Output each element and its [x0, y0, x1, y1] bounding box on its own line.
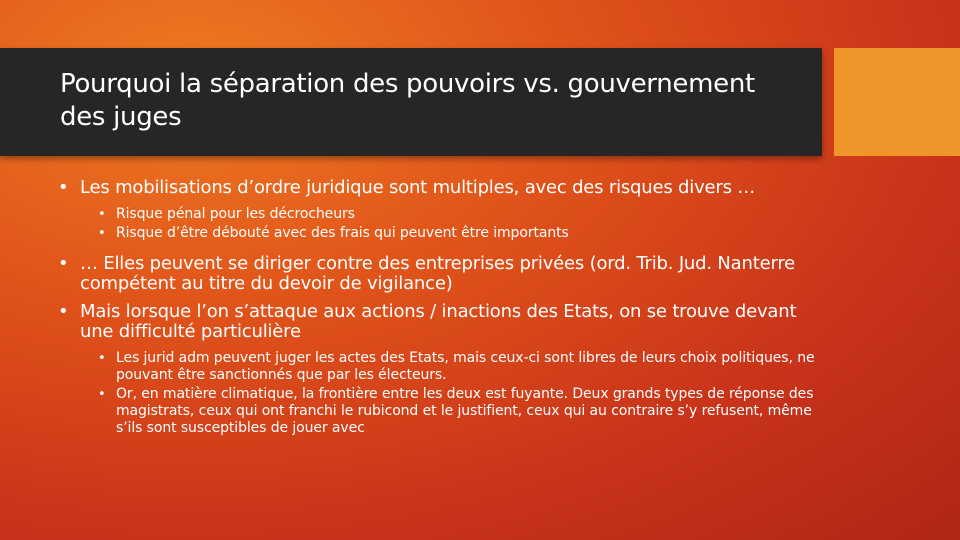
- bullet-marker: •: [58, 177, 69, 198]
- bullet-marker: •: [58, 301, 69, 322]
- bullet-1-sub-2-text: Risque d’être débouté avec des frais qui peuvent être importants: [116, 225, 569, 241]
- bullet-1: [58, 178, 818, 198]
- bullet-1-sub-1: [98, 206, 818, 223]
- bullet-1-text: Les mobilisations d’ordre juridique sont multiples, avec des risques divers …: [80, 177, 756, 198]
- sub-bullet-marker: •: [98, 226, 106, 241]
- bullet-3-text: Mais lorsque l’on s’attaque aux actions / inactions des Etats, on se trouve devant une difficulté particulière: [80, 301, 797, 342]
- bullet-1-sub-2: [98, 225, 818, 242]
- bullet-1-sub-1-text: Risque pénal pour les décrocheurs: [116, 206, 355, 222]
- slide-body: [58, 178, 818, 437]
- bullet-3-sub-2-text: Or, en matière climatique, la frontière entre les deux est fuyante. Deux grands types de réponse des magistrats, ceux qui ont franchi le rubicond et le justifient, ceux qui au contraire s’y refusent, même s’ils sont susceptibles de jouer avec: [116, 386, 814, 436]
- bullet-3-sub-1: [98, 350, 818, 384]
- bullet-3-sub-1-text: Les jurid adm peuvent juger les actes des Etats, mais ceux-ci sont libres de leurs choix politiques, ne pouvant être sanctionnés que par les électeurs.: [116, 350, 815, 383]
- bullet-marker: •: [58, 253, 69, 274]
- sub-bullet-marker: •: [98, 387, 106, 402]
- bullet-3: [58, 302, 818, 342]
- bullet-3-sub-2: [98, 386, 818, 437]
- sub-bullet-marker: •: [98, 207, 106, 222]
- slide-title: Pourquoi la séparation des pouvoirs vs. gouvernement des juges: [60, 69, 755, 132]
- sub-bullet-marker: •: [98, 351, 106, 366]
- accent-block: [834, 48, 960, 156]
- bullet-2-text: … Elles peuvent se diriger contre des entreprises privées (ord. Trib. Jud. Nanterre compétent au titre du devoir de vigilance): [80, 253, 796, 294]
- bullet-2: [58, 254, 818, 294]
